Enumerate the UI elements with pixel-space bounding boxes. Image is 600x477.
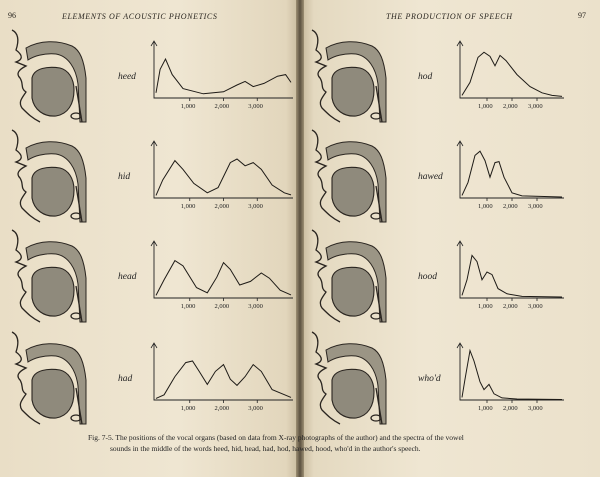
spectrum-curve — [156, 261, 291, 296]
spectrum-curve — [462, 52, 562, 96]
spectrum-plot — [150, 342, 295, 404]
spectrum-plot — [456, 140, 566, 202]
left-word-label: heed — [118, 72, 136, 82]
plot-axes — [460, 42, 564, 98]
frequency-tick-label: 1,000 — [180, 203, 196, 210]
running-head-right: THE PRODUCTION OF SPEECH — [386, 12, 513, 21]
vocal-organs-diagram — [10, 328, 92, 426]
plot-axes — [154, 344, 293, 400]
book-gutter — [296, 0, 304, 477]
left-word-label: had — [118, 374, 133, 384]
frequency-tick-label: 2,000 — [503, 203, 518, 210]
spectrum-curve — [156, 59, 291, 94]
caption-line-1: Fig. 7-5. The positions of the vocal organs (based on data from X-ray photographs of the author) and the spectra of the vowel — [88, 433, 464, 442]
frequency-tick-label: 2,000 — [214, 303, 230, 310]
spectrum-plot — [150, 140, 295, 202]
spectrum-curve — [462, 151, 562, 197]
running-head-left: ELEMENTS OF ACOUSTIC PHONETICS — [62, 12, 218, 21]
frequency-tick-label: 2,000 — [214, 203, 230, 210]
frequency-tick-label: 3,000 — [248, 405, 263, 412]
left-word-label: head — [118, 272, 137, 282]
spectrum-curve — [156, 361, 291, 398]
spectrum-curve — [156, 159, 291, 195]
right-word-label: hawed — [418, 172, 443, 182]
plot-axes — [460, 344, 564, 400]
frequency-tick-label: 3,000 — [528, 405, 543, 412]
frequency-tick-label: 2,000 — [214, 103, 230, 110]
frequency-tick-label: 1,000 — [478, 405, 493, 412]
caption-line-2: sounds in the middle of the words heed, hid, head, had, hod, hawed, hood, who'd in the author's speech. — [110, 444, 421, 453]
page-number-right: 97 — [578, 11, 586, 20]
frequency-tick-label: 1,000 — [180, 103, 196, 110]
vocal-organs-diagram — [10, 26, 92, 124]
frequency-tick-label: 2,000 — [503, 103, 518, 110]
vocal-organs-diagram — [310, 26, 392, 124]
page-number-left: 96 — [8, 11, 16, 20]
plot-axes — [460, 142, 564, 198]
spectrum-plot — [150, 240, 295, 302]
vocal-organs-diagram — [310, 226, 392, 324]
left-word-label: hid — [118, 172, 131, 182]
right-word-label: hood — [418, 272, 437, 282]
frequency-tick-label: 1,000 — [478, 203, 493, 210]
frequency-tick-label: 3,000 — [528, 103, 543, 110]
right-word-label: hod — [418, 72, 433, 82]
vocal-organs-diagram — [310, 328, 392, 426]
plot-axes — [154, 142, 293, 198]
spectrum-plot — [456, 240, 566, 302]
frequency-tick-label: 1,000 — [180, 405, 196, 412]
plot-axes — [154, 42, 293, 98]
plot-axes — [154, 242, 293, 298]
spectrum-plot — [456, 40, 566, 102]
spectrum-curve — [462, 351, 562, 400]
plot-axes — [460, 242, 564, 298]
frequency-tick-label: 2,000 — [503, 405, 518, 412]
spectrum-plot — [456, 342, 566, 404]
frequency-tick-label: 3,000 — [248, 303, 263, 310]
vocal-organs-diagram — [310, 126, 392, 224]
vocal-organs-diagram — [10, 226, 92, 324]
vocal-organs-diagram — [10, 126, 92, 224]
frequency-tick-label: 1,000 — [180, 303, 196, 310]
spectrum-plot — [150, 40, 295, 102]
frequency-tick-label: 3,000 — [248, 203, 263, 210]
frequency-tick-label: 3,000 — [248, 103, 263, 110]
frequency-tick-label: 2,000 — [503, 303, 518, 310]
right-word-label: who'd — [418, 374, 441, 384]
frequency-tick-label: 1,000 — [478, 103, 493, 110]
frequency-tick-label: 3,000 — [528, 303, 543, 310]
frequency-tick-label: 2,000 — [214, 405, 230, 412]
frequency-tick-label: 3,000 — [528, 203, 543, 210]
spectrum-curve — [462, 255, 562, 297]
frequency-tick-label: 1,000 — [478, 303, 493, 310]
